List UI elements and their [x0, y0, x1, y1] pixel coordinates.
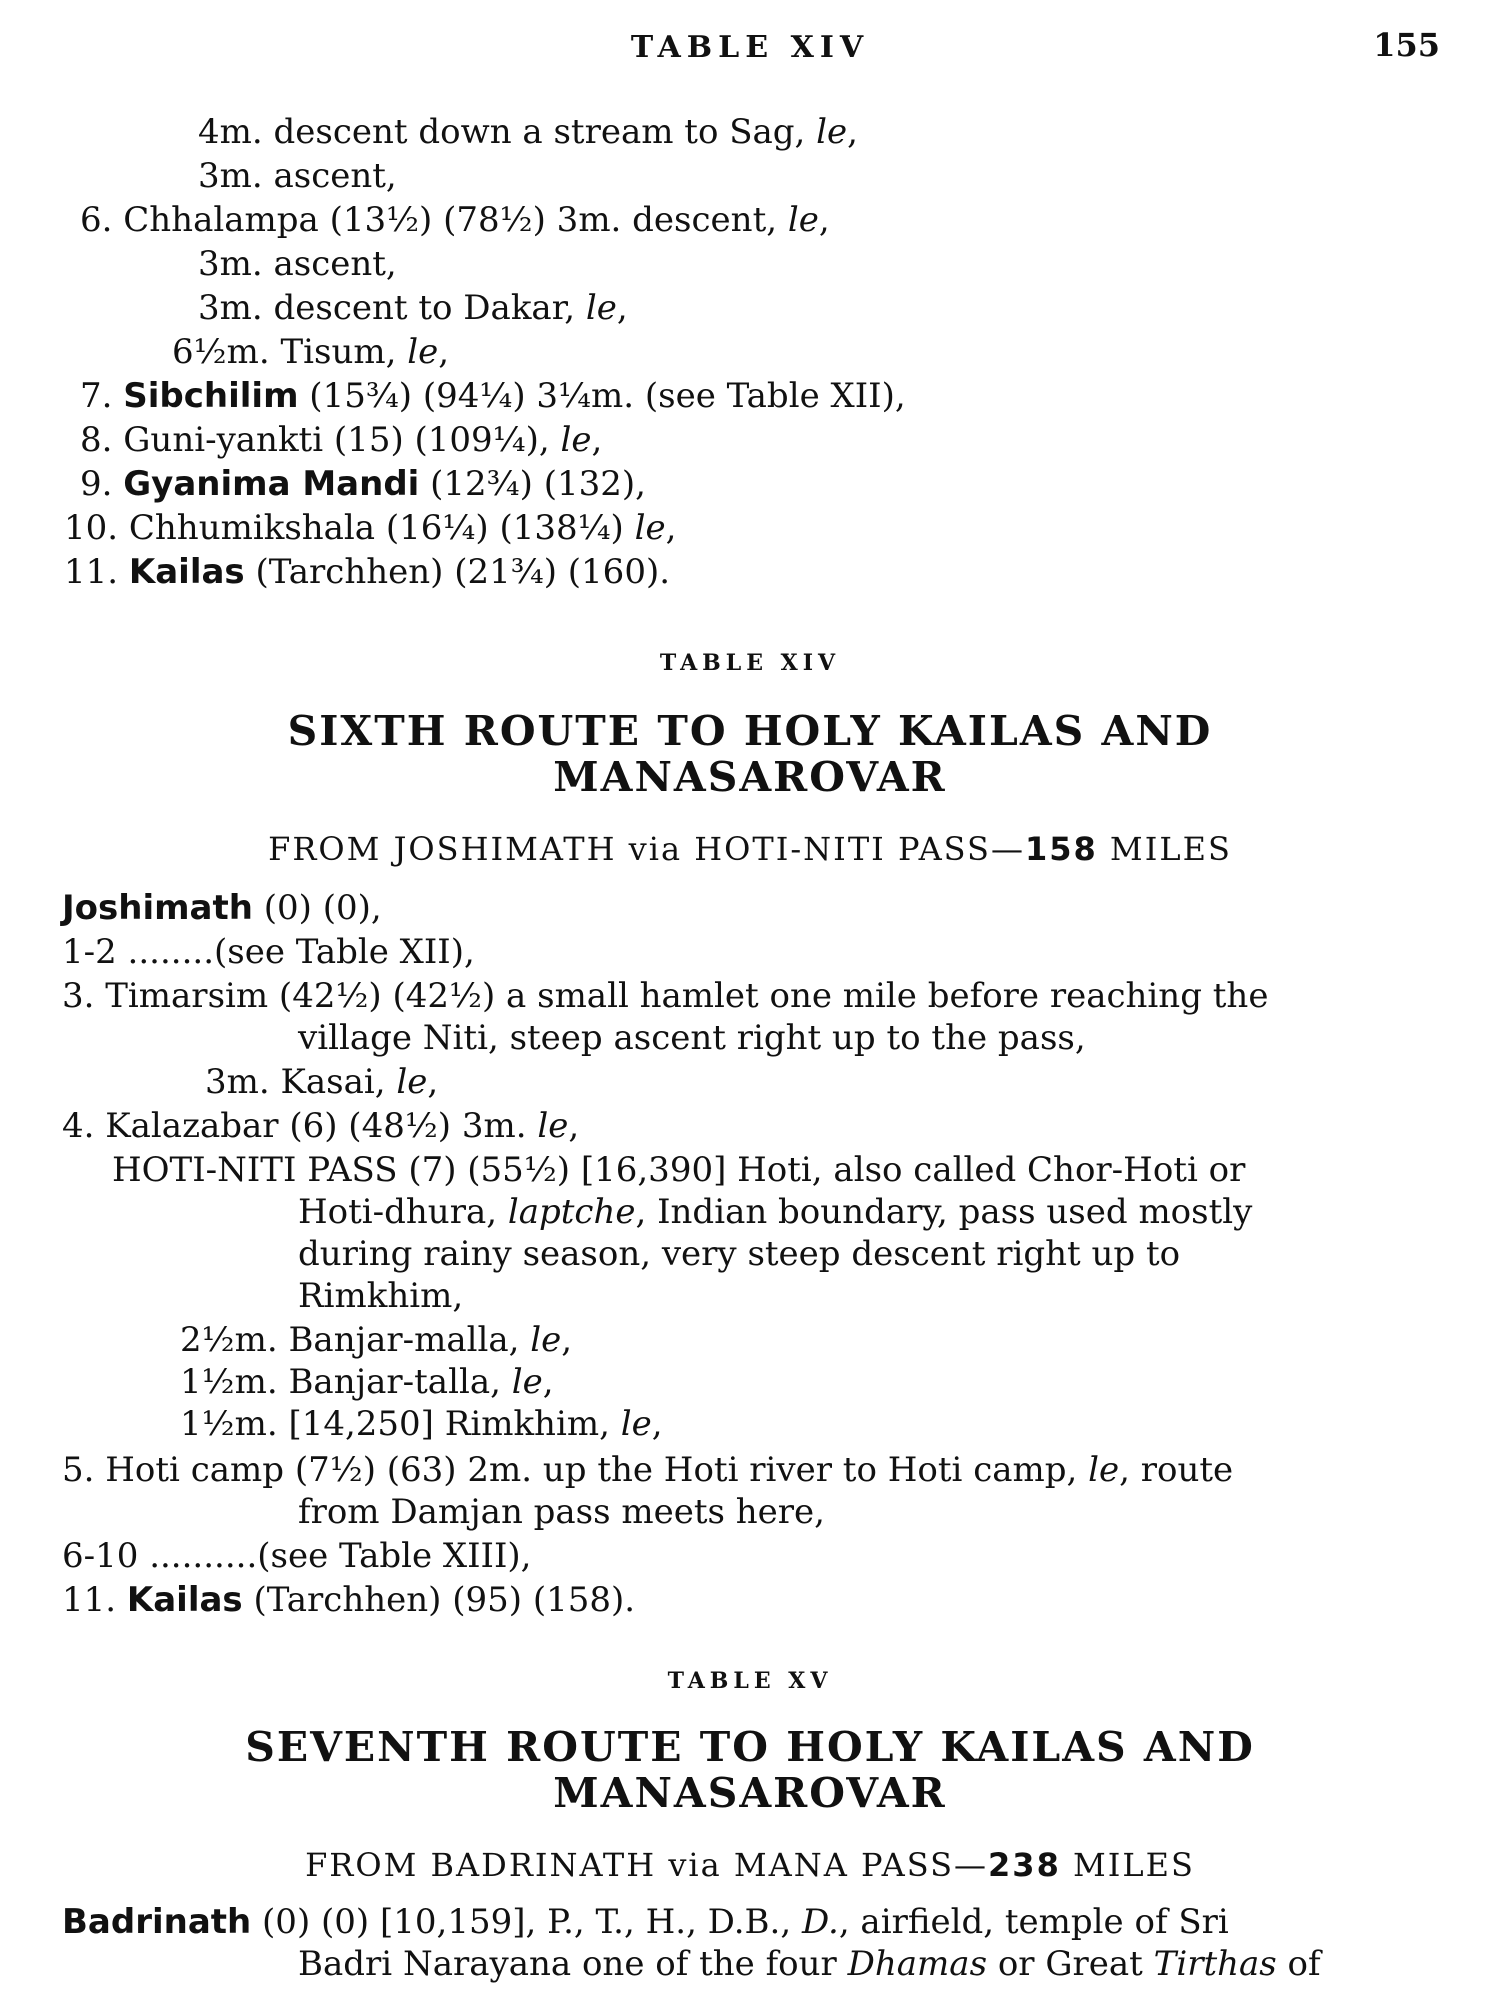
- route-line: 8. Guni-yankti (15) (109¼), le,: [80, 420, 603, 460]
- route-line: 6-10 ..........(see Table XIII),: [62, 1536, 532, 1576]
- route-line: 1½m. Banjar-talla, le,: [180, 1362, 554, 1402]
- route-line: 6½m. Tisum, le,: [172, 332, 450, 372]
- route-line: 3m. ascent,: [198, 156, 397, 196]
- route-title: MANASAROVAR: [553, 1769, 947, 1817]
- running-head: TABLE XIV: [630, 30, 870, 65]
- route-line: 2½m. Banjar-malla, le,: [180, 1320, 573, 1360]
- route-line: 4m. descent down a stream to Sag, le,: [198, 112, 858, 152]
- route-title: SIXTH ROUTE TO HOLY KAILAS AND: [287, 707, 1213, 755]
- route-line: Rimkhim,: [298, 1276, 464, 1316]
- route-line: HOTI-NITI PASS (7) (55½) [16,390] Hoti, also called Chor-Hoti or: [112, 1150, 1246, 1190]
- route-line: 3m. descent to Dakar, le,: [198, 288, 628, 328]
- route-end: 11. Kailas (Tarchhen) (95) (158).: [62, 1580, 636, 1620]
- route-line: 5. Hoti camp (7½) (63) 2m. up the Hoti river to Hoti camp, le, route: [62, 1450, 1234, 1490]
- route-line: village Niti, steep ascent right up to the pass,: [298, 1018, 1086, 1058]
- route-line: 6. Chhalampa (13½) (78½) 3m. descent, le,: [80, 200, 830, 240]
- route-line: 10. Chhumikshala (16¼) (138¼) le,: [64, 508, 677, 548]
- route-line: Hoti-dhura, laptche, Indian boundary, pass used mostly: [298, 1192, 1253, 1232]
- route-subtitle: FROM JOSHIMATH via HOTI-NITI PASS—158 MILES: [268, 830, 1232, 868]
- route-title: MANASAROVAR: [553, 753, 947, 801]
- route-line: 1-2 ........(see Table XII),: [62, 932, 475, 972]
- route-start: Badrinath (0) (0) [10,159], P., T., H., D.B., D., airfield, temple of Sri: [62, 1902, 1229, 1942]
- page-number: 155: [1373, 26, 1440, 64]
- route-line: 3. Timarsim (42½) (42½) a small hamlet one mile before reaching the: [62, 976, 1269, 1016]
- route-line: 9. Gyanima Mandi (12¾) (132),: [80, 464, 646, 504]
- table-label: TABLE XIV: [659, 650, 841, 676]
- route-line: 3m. ascent,: [198, 244, 397, 284]
- route-line: 11. Kailas (Tarchhen) (21¾) (160).: [64, 552, 671, 592]
- route-line: from Damjan pass meets here,: [298, 1492, 825, 1532]
- route-subtitle: FROM BADRINATH via MANA PASS—238 MILES: [305, 1846, 1195, 1884]
- route-start: Joshimath (0) (0),: [62, 888, 382, 928]
- route-line: 7. Sibchilim (15¾) (94¼) 3¼m. (see Table XII),: [80, 376, 906, 416]
- table-label: TABLE XV: [667, 1668, 833, 1694]
- route-title: SEVENTH ROUTE TO HOLY KAILAS AND: [245, 1723, 1255, 1771]
- route-line: 1½m. [14,250] Rimkhim, le,: [180, 1404, 663, 1444]
- route-line: 4. Kalazabar (6) (48½) 3m. le,: [62, 1106, 580, 1146]
- route-line: during rainy season, very steep descent right up to: [298, 1234, 1181, 1274]
- route-line: 3m. Kasai, le,: [205, 1062, 439, 1102]
- route-line: Badri Narayana one of the four Dhamas or Great Tirthas of: [298, 1944, 1321, 1984]
